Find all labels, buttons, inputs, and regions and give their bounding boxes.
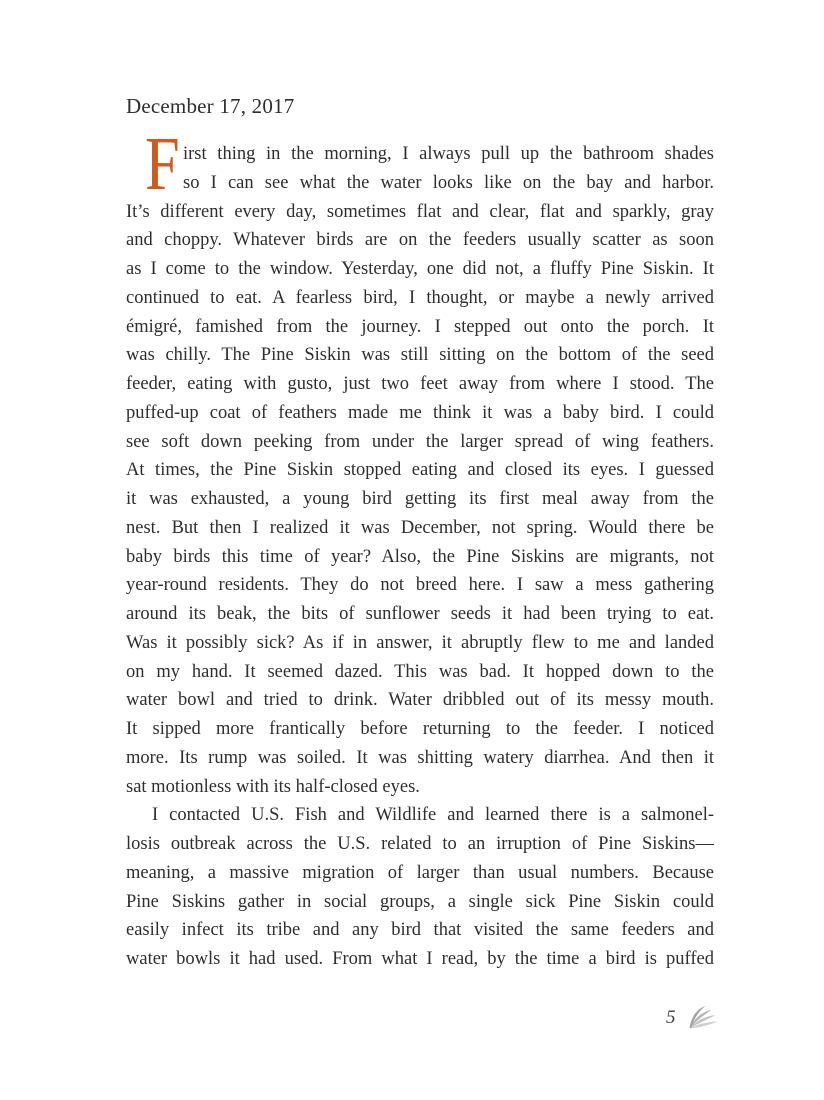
text-line: feeder, eating with gusto, just two feet away from where I stood. The bbox=[126, 374, 714, 394]
text-line: Pine Siskins gather in social groups, a single sick Pine Siskin could bbox=[126, 891, 714, 912]
text-line: continued to eat. A fearless bird, I thought, or maybe a newly arrived bbox=[126, 287, 714, 308]
page-number: 5 bbox=[666, 1007, 676, 1028]
text-line: nest. But then I realized it was December, not spring. Would there be bbox=[126, 517, 714, 538]
text-line: year-round residents. They do not breed here. I saw a mess gathering bbox=[126, 575, 714, 596]
text-line: irst thing in the morning, I always pull up the bathroom shades bbox=[183, 144, 714, 164]
page-footer bbox=[666, 1004, 719, 1030]
text-line: more. Its rump was soiled. It was shitting watery diarrhea. And then it bbox=[126, 747, 714, 768]
text-line: around its beak, the bits of sunflower seeds it had been trying to eat. bbox=[126, 604, 714, 624]
text-line: easily infect its tribe and any bird that visited the same feeders and bbox=[126, 920, 714, 941]
text-line: losis outbreak across the U.S. related to an irruption of Pine Siskins— bbox=[126, 834, 714, 854]
text-line: as I come to the window. Yesterday, one did not, a fluffy Pine Siskin. It bbox=[126, 259, 714, 279]
text-line: it was exhausted, a young bird getting its first meal away from the bbox=[126, 489, 714, 509]
text-line: water bowl and tried to drink. Water dribbled out of its messy mouth. bbox=[126, 690, 714, 711]
text-line: baby birds this time of year? Also, the Pine Siskins are migrants, not bbox=[126, 546, 714, 567]
text-line: water bowls it had used. From what I read, by the time a bird is puffed bbox=[126, 949, 714, 969]
text-line: puffed-up coat of feathers made me think it was a baby bird. I could bbox=[126, 402, 714, 423]
text-line: see soft down peeking from under the larger spread of wing feathers. bbox=[126, 431, 714, 452]
drop-cap: F bbox=[145, 122, 180, 206]
text-line: so I can see what the water looks like on the bay and harbor. bbox=[183, 172, 714, 193]
text-line: Was it possibly sick? As if in answer, it abruptly flew to me and landed bbox=[126, 632, 714, 653]
text-line: I contacted U.S. Fish and Wildlife and learned there is a salmonel- bbox=[152, 805, 714, 826]
text-line: sat motionless with its half-closed eyes. bbox=[126, 776, 420, 797]
text-line: meaning, a massive migration of larger than usual numbers. Because bbox=[126, 862, 714, 883]
body-text bbox=[126, 122, 714, 974]
date-heading: December 17, 2017 bbox=[126, 94, 295, 118]
text-line: and choppy. Whatever birds are on the feeders usually scatter as soon bbox=[126, 230, 714, 251]
feather-fan-icon bbox=[686, 1004, 719, 1030]
text-line: It sipped more frantically before returning to the feeder. I noticed bbox=[126, 719, 714, 739]
text-line: émigré, famished from the journey. I stepped out onto the porch. It bbox=[126, 316, 714, 337]
text-line: At times, the Pine Siskin stopped eating and closed its eyes. I guessed bbox=[126, 460, 714, 481]
text-line: on my hand. It seemed dazed. This was bad. It hopped down to the bbox=[126, 661, 714, 682]
text-line: was chilly. The Pine Siskin was still sitting on the bottom of the seed bbox=[126, 345, 714, 366]
text-line: It’s different every day, sometimes flat and clear, flat and sparkly, gray bbox=[126, 201, 714, 222]
